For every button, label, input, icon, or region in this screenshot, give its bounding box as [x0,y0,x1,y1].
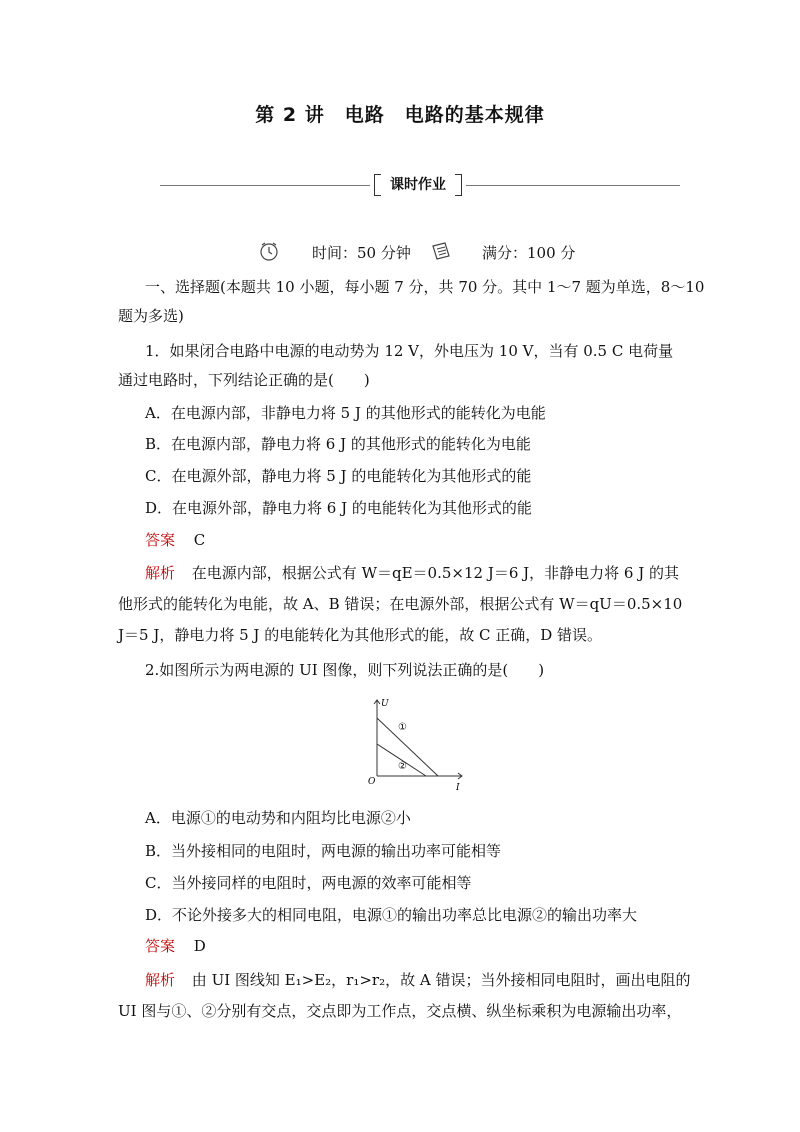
x-axis-label: I [456,783,460,790]
q1-analysis-line2: 他形式的能转化为电能，故 A、B 错误；在电源外部，根据公式有 W＝qU＝0.5×10 [118,595,683,613]
clock-icon [258,240,280,262]
answer-value: C [193,531,206,549]
answer-value: D [193,937,206,955]
q1-stem-line2: 通过电路时，下列结论正确的是( ) [118,371,370,389]
q2-option-d: D．不论外接多大的相同电阻，电源①的输出功率总比电源②的输出功率大 [145,906,638,924]
q1-stem-line1: 1．如果闭合电路中电源的电动势为 12 V，外电压为 10 V，当有 0.5 C 电荷量 [145,342,674,360]
q2-answer [145,936,206,956]
banner-rule-left [160,185,370,186]
section-banner [160,172,680,200]
section-heading-line1: 一、选择题(本题共 10 小题，每小题 7 分，共 70 分。其中 1～7 题为单选，8～10 [145,278,705,296]
line-1-label: ① [398,722,407,733]
exam-meta [0,240,800,266]
q1-analysis-line1 [145,563,679,583]
q1-option-a: A．在电源内部，非静电力将 5 J 的其他形式的能转化为电能 [145,404,546,422]
ui-graph-figure [362,694,472,790]
line-1 [377,718,438,776]
time-limit: 时间：50 分钟 [312,244,411,262]
q1-analysis-line3: J＝5 J，静电力将 5 J 的电能转化为其他形式的能，故 C 正确，D 错误。 [118,626,603,644]
y-axis-label: U [381,699,389,709]
q2-stem: 2.如图所示为两电源的 UI 图像，则下列说法正确的是( ) [145,661,545,679]
q2-option-c: C．当外接同样的电阻时，两电源的效率可能相等 [145,874,472,892]
banner-label: 课时作业 [372,172,464,198]
analysis-text: 在电源内部，根据公式有 W＝qE＝0.5×12 J＝6 J，非静电力将 6 J 的其 [191,564,680,582]
analysis-label: 解析 [145,971,176,989]
q2-option-b: B．当外接相同的电阻时，两电源的输出功率可能相等 [145,842,502,860]
line-2-label: ② [398,761,407,772]
q1-option-b: B．在电源内部，静电力将 6 J 的其他形式的能转化为电能 [145,435,531,453]
analysis-label: 解析 [145,564,176,582]
q1-option-d: D．在电源外部，静电力将 6 J 的电能转化为其他形式的能 [145,499,532,517]
page-title: 第 2 讲 电路 电路的基本规律 [255,104,545,126]
full-score: 满分：100 分 [482,244,576,262]
section-heading-line2: 题为多选) [118,307,184,325]
answer-label: 答案 [145,937,176,955]
q2-analysis-line1 [145,970,690,990]
answer-label: 答案 [145,531,176,549]
q1-option-c: C．在电源外部，静电力将 5 J 的电能转化为其他形式的能 [145,467,532,485]
analysis-text: 由 UI 图线知 E₁>E₂，r₁>r₂，故 A 错误；当外接相同电阻时，画出电阻的 [191,971,691,989]
q2-option-a: A．电源①的电动势和内阻均比电源②小 [145,809,411,827]
score-sheet-icon [430,240,452,262]
q1-answer [145,530,205,550]
origin-label: O [368,777,376,787]
q2-analysis-line2: UI 图与①、②分别有交点，交点即为工作点，交点横、纵坐标乘积为电源输出功率， [118,1002,682,1020]
banner-rule-right [466,185,680,186]
